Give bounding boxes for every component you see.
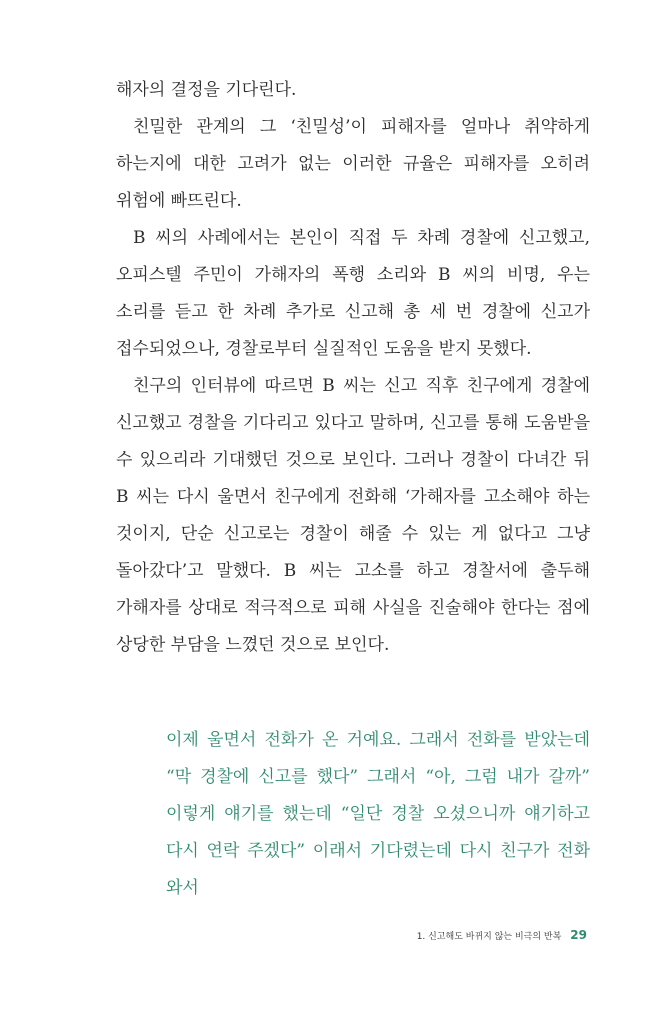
paragraph: B 씨의 사례에서는 본인이 직접 두 차례 경찰에 신고했고, 오피스텔 주민이 가해자의 폭행 소리와 B 씨의 비명, 우는 소리를 듣고 한 차례 추가로 신고해 총 세 번 경찰에 신고가 접수되었으나, 경찰로부터 실질적인 도움을 받지 못했다. xyxy=(116,228,590,359)
paragraph: 해자의 결정을 기다린다. xyxy=(116,80,297,100)
paragraph: 친밀한 관계의 그 ‘친밀성’이 피해자를 얼마나 취약하게 하는지에 대한 고려가 없는 이러한 규율은 피해자를 오히려 위험에 빠뜨린다. xyxy=(116,117,590,211)
paragraph: 친구의 인터뷰에 따르면 B 씨는 신고 직후 친구에게 경찰에 신고했고 경찰을 기다리고 있다고 말하며, 신고를 통해 도움받을 수 있으리라 기대했던 것으로 보인다. 그러나 경찰이 다녀간 뒤 B 씨는 다시 울면서 친구에게 전화해 ‘가해자를 고소해야 하는 것이지, 단순 신고로는 경찰이 해줄 수 있는 게 없다고 그냥 돌아갔다’고 말했다. B 씨는 고소를 하고 경찰서에 출두해 가해자를 상대로 적극적으로 피해 사실을 진술해야 한다는 점에 상당한 부담을 느꼈던 것으로 보인다. xyxy=(116,376,590,655)
chapter-title: 1. 신고해도 바뀌지 않는 비극의 반복 xyxy=(416,932,562,942)
page-number: 29 xyxy=(570,928,587,942)
quote-text: 이제 울면서 전화가 온 거예요. 그래서 전화를 받았는데 “막 경찰에 신고를 했다” 그래서 “아, 그럼 내가 갈까” 이렇게 얘기를 했는데 “일단 경찰 오셨으니까 얘기하고 다시 연락 주겠다” 이래서 기다렸는데 다시 친구가 전화 와서 xyxy=(166,730,590,898)
running-footer xyxy=(417,928,587,942)
body-text xyxy=(116,72,590,664)
interview-quote xyxy=(166,722,590,907)
